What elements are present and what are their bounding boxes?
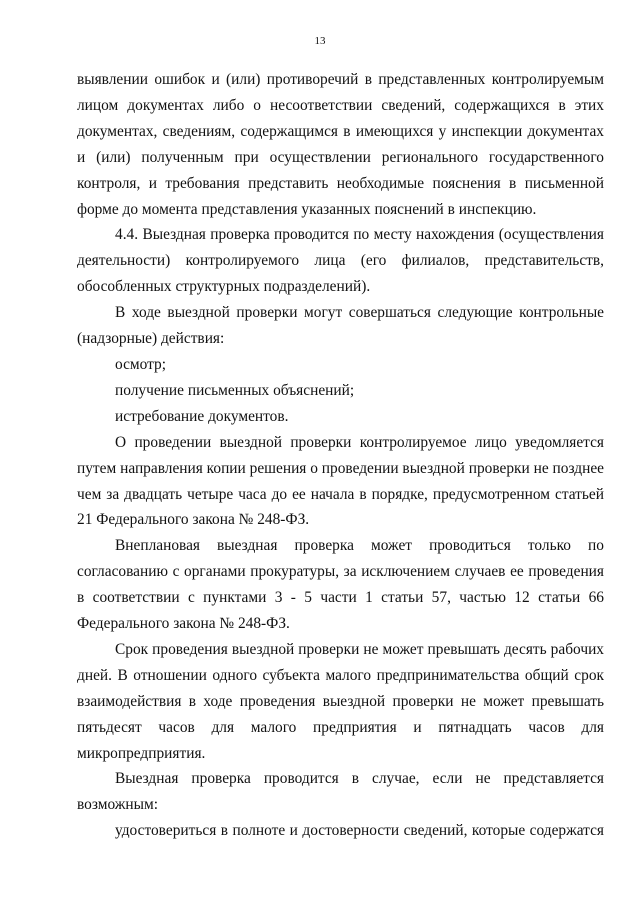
document-body xyxy=(77,67,604,844)
paragraph-notification: О проведении выездной проверки контролируемое лицо уведомляется путем направления копии решения о проведении выездной проверки не позднее чем за двадцать четыре часа до ее начала в порядке, предусмотренном статьей 21 Федерального закона № 248-ФЗ. xyxy=(77,433,604,529)
list-item-explanations: получение письменных объяснений; xyxy=(115,381,355,399)
list-item-inspection: осмотр; xyxy=(115,355,167,373)
paragraph-conditions-intro: Выездная проверка проводится в случае, если не представляется возможным: xyxy=(77,770,604,814)
paragraph-unscheduled-check: Внеплановая выездная проверка может проводиться только по согласованию с органами прокуратуры, за исключением случаев ее проведения в соответствии с пунктами 3 - 5 части 1 статьи 57, частью 12 статьи 66 Федерального закона № 248-ФЗ. xyxy=(77,537,604,633)
page-number: 13 xyxy=(314,35,326,47)
paragraph-condition-1: удостовериться в полноте и достоверности сведений, которые содержатся xyxy=(115,822,604,840)
paragraph-continued: выявлении ошибок и (или) противоречий в представленных контролируемым лицом документах либо о несоответствии сведений, содержащихся в этих документах, сведениям, содержащимся в имеющихся у инспекции документах и (или) полученным при осуществлении регионального государственного контроля, и требования представить необходимые пояснения в письменной форме до момента представления указанных пояснений в инспекцию. xyxy=(77,71,604,218)
list-item-documents: истребование документов. xyxy=(115,407,289,425)
paragraph-duration: Срок проведения выездной проверки не может превышать десять рабочих дней. В отношении одного субъекта малого предпринимательства общий срок взаимодействия в ходе проведения выездной проверки не может превышать пятьдесят часов для малого предприятия и пятнадцать часов для микропредприятия. xyxy=(77,640,604,762)
paragraph-4-4: 4.4. Выездная проверка проводится по месту нахождения (осуществления деятельности) контролируемого лица (его филиалов, представительств, обособленных структурных подразделений). xyxy=(77,226,604,296)
paragraph-actions-intro: В ходе выездной проверки могут совершаться следующие контрольные (надзорные) действия: xyxy=(77,304,604,348)
